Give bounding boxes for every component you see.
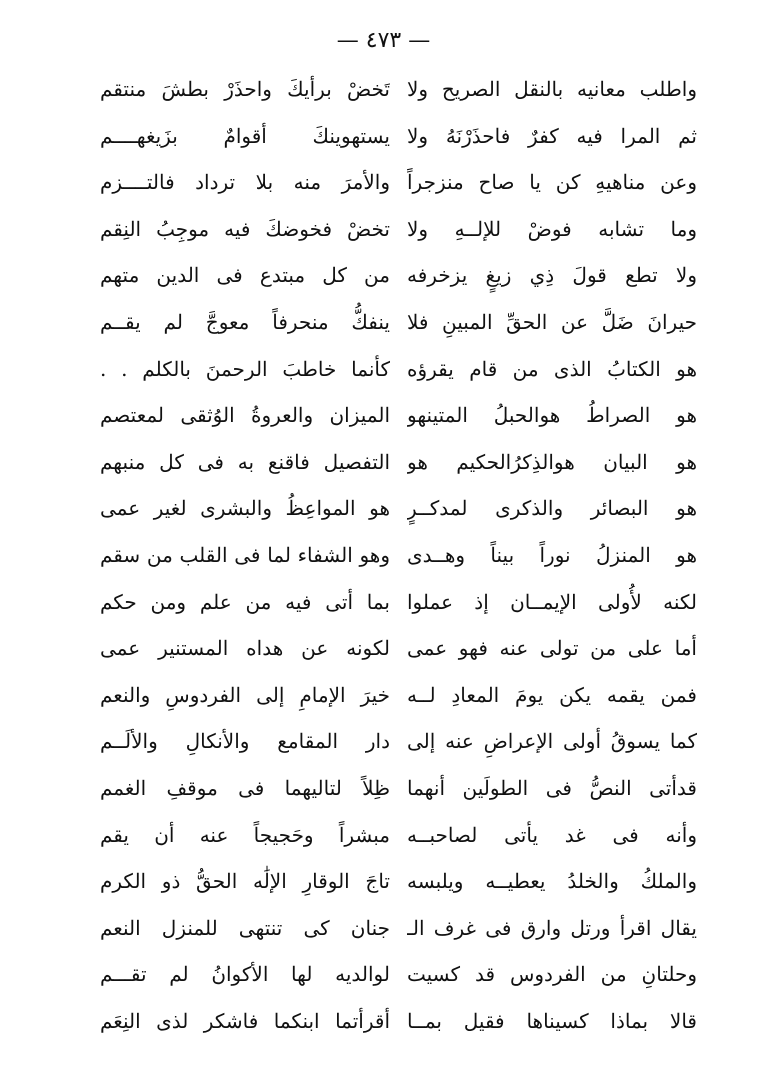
verse-first-hemistich: هو الصراطُ هوالحبلُ المتينهو [407,403,697,428]
verse-first-hemistich: فمن يقمه يكن يومَ المعادِ لــه [407,682,697,707]
verse-line [100,299,697,346]
verse-line [100,252,697,299]
verse-first-hemistich: وما تشابه فوضْ للإلــهِ ولا [407,216,697,241]
verse-first-hemistich: ثم المرا فيه كفرٌ فاحذَرْنَهُ ولا [407,123,697,148]
verse-first-hemistich: يقال اقرأ ورتل وارق فى غرف الـ [407,915,697,940]
verse-second-hemistich: وهو الشفاء لما فى القلب من سقم [100,542,390,567]
verse-second-hemistich: ظِلاً لتاليهما فى موقفِ الغمم [100,775,390,800]
verse-second-hemistich: دار المقامع والأنكالِ والألَــم [100,729,390,754]
verse-second-hemistich: خيرَ الإمامِ إلى الفردوسِ والنعم [100,682,390,707]
verse-second-hemistich: لكونه عن هداه المستنير عمى [100,636,390,661]
verse-line [100,439,697,486]
verse-first-hemistich: هو الكتابُ الذى من قام يقرؤه [407,356,697,381]
verse-line [100,66,697,113]
verse-first-hemistich: هو البصائر والذكرى لمدكــرٍ [407,496,697,521]
verse-line [100,159,697,206]
verse-second-hemistich: من كل مبتدع فى الدين متهم [100,263,390,288]
verse-second-hemistich: هو المواعِظُ والبشرى لغير عمى [100,496,390,521]
verse-first-hemistich: كما يسوقُ أولى الإعراضِ عنه إلى [407,729,697,754]
verse-first-hemistich: وعن مناهيهِ كن يا صاح منزجراً [407,170,697,195]
verse-first-hemistich: هو المنزلُ نوراً بيناً وهــدى [407,542,697,567]
verse-second-hemistich: لوالديه لها الأكوانُ لم تقـــم [100,962,390,987]
verse-first-hemistich: هو البيان هوالذِكرُالحكيم هو [407,449,697,474]
verse-second-hemistich: جنان كى تنتهى للمنزل النعم [100,915,390,940]
verse-second-hemistich: تاجَ الوقارِ الإلَٰه الحقُّ ذو الكرم [100,869,390,894]
verse-line [100,346,697,393]
verse-line [100,392,697,439]
verse-first-hemistich: لكنه لأُولى الإيمــان إذ عملوا [407,589,697,614]
verse-line [100,672,697,719]
verse-line [100,858,697,905]
verse-second-hemistich: التفصيل فاقنع به فى كل منبهم [100,449,390,474]
verse-first-hemistich: والملكُ والخلدُ يعطيــه ويلبسه [407,869,697,894]
verse-line [100,532,697,579]
verse-line [100,765,697,812]
verse-line [100,113,697,160]
verse-second-hemistich: كأنما خاطبَ الرحمنَ بالكلم . . [100,356,390,381]
verse-line [100,812,697,859]
verse-second-hemistich: مبشراً وحَجيجاً عنه أن يقم [100,822,390,847]
verse-first-hemistich: ولا تطع قولَ ذِي زيغٍ يزخرفه [407,263,697,288]
verse-first-hemistich: وأنه فى غد يأتى لصاحبــه [407,822,697,847]
verse-second-hemistich: تخضْ فخوضكَ فيه موجِبُ النِقم [100,216,390,241]
verse-first-hemistich: قدأتى النصُّ فى الطولَين أنهما [407,775,697,800]
page-number: — ٤٧٣ — [336,28,431,53]
poem-verses [100,66,697,1044]
verse-first-hemistich: وحلتانِ من الفردوس قد كسيت [407,962,697,987]
verse-line [100,905,697,952]
verse-first-hemistich: أما على من تولى عنه فهو عمى [407,636,697,661]
verse-second-hemistich: أقرأتما ابنكما فاشكر لذى النِعَم [100,1008,390,1033]
verse-line [100,718,697,765]
verse-second-hemistich: ينفكُّ منحرفاً معوجَّ لم يقــم [100,309,390,334]
verse-line [100,951,697,998]
verse-line [100,206,697,253]
verse-line [100,625,697,672]
verse-second-hemistich: الميزان والعروةُ الوُثقى لمعتصم [100,403,390,428]
verse-second-hemistich: يستهوينكَ أقوامٌ بزَيغهــــم [100,123,390,148]
verse-first-hemistich: واطلب معانيه بالنقل الصريح ولا [407,77,697,101]
verse-first-hemistich: حيرانَ ضَلَّ عن الحقِّ المبينِ فلا [407,309,697,334]
verse-line [100,579,697,626]
verse-first-hemistich: قالا بماذا كسيناها فقيل بمــا [407,1008,697,1033]
verse-second-hemistich: بما أتى فيه من علم ومن حكم [100,589,390,614]
verse-second-hemistich: والأمرَ منه بلا ترداد فالتــــزم [100,170,390,195]
verse-second-hemistich: تَخضْ برأيكَ واحذَرْ بطشَ منتقم [100,77,390,101]
verse-line [100,485,697,532]
verse-line [100,998,697,1045]
